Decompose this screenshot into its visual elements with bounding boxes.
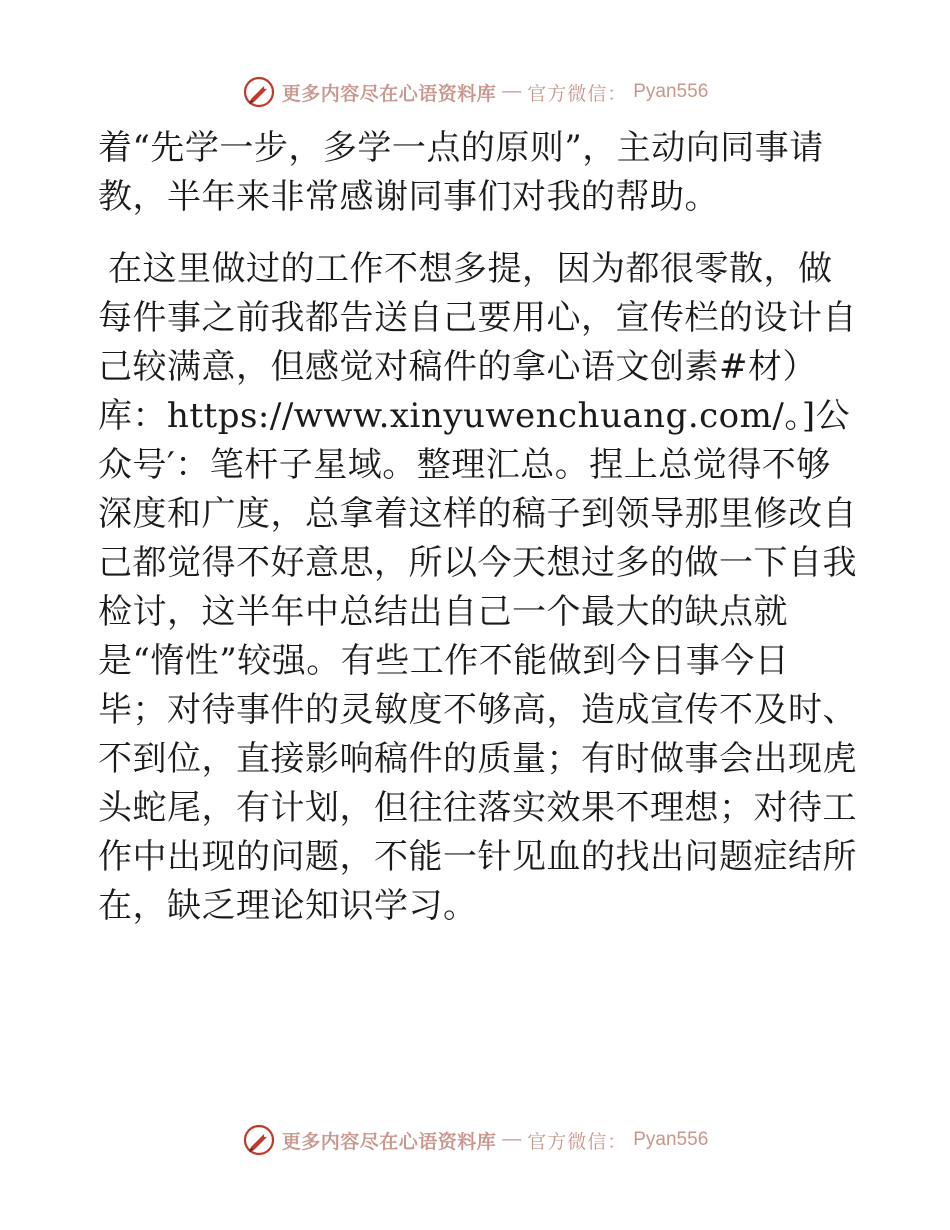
banner-separator: — xyxy=(502,1129,522,1150)
pen-logo-icon xyxy=(242,1123,276,1157)
banner-wechat-handle: Pyan556 xyxy=(633,81,709,102)
banner-promo-text: 更多内容尽在心语资料库 xyxy=(281,82,497,105)
banner-official-label: 官方微信： xyxy=(527,83,628,105)
banner-official-label: 官方微信： xyxy=(527,1131,628,1153)
paragraph-1: 着“先学一步，多学一点的原则”，主动向同事请教，半年来非常感谢同事们对我的帮助。 xyxy=(98,128,824,217)
banner-promo-text: 更多内容尽在心语资料库 xyxy=(281,1130,497,1153)
pen-logo-icon xyxy=(242,75,276,109)
paragraph-2: 在这里做过的工作不想多提，因为都很零散，做每件事之前我都告送自己要用心，宣传栏的设计自己较满意，但感觉对稿件的拿心语文创素#材）库：https://www.xinyuwenchuang.com/。]公众号′：笔杆子星域。整理汇总。捏上总觉得不够深度和广度，总拿着这样的稿子到领导那里修改自己都觉得不好意思，所以今天想过多的做一下自我检讨，这半年中总结出自己一个最大的缺点就是“惰性”较强。有些工作不能做到今日事今日毕；对待事件的灵敏度不够高，造成宣传不及时、不到位，直接影响稿件的质量；有时做事会出现虎头蛇尾，有计划，但往往落实效果不理想；对待工作中出现的问题，不能一针见血的找出问题症结所在，缺乏理论知识学习。 xyxy=(98,249,857,926)
banner-separator: — xyxy=(502,81,522,102)
header-watermark-banner xyxy=(0,72,950,112)
footer-watermark-banner xyxy=(0,1120,950,1160)
banner-wechat-handle: Pyan556 xyxy=(633,1129,709,1150)
document-body xyxy=(98,124,858,931)
